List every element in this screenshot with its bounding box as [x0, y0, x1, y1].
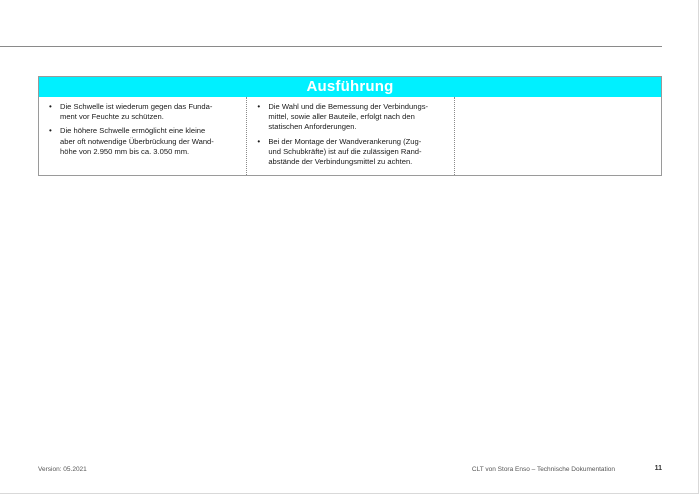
- footer-document-title: CLT von Stora Enso – Technische Dokumentation: [471, 466, 615, 473]
- list-item: • Die Schwelle ist wiederum gegen das Funda- ment vor Feuchte zu schützen.: [49, 102, 213, 122]
- header-rule: [0, 46, 662, 47]
- bullet-icon: •: [49, 102, 52, 111]
- footer-version: Version: 05.2021: [38, 466, 87, 473]
- bullet-icon: •: [49, 126, 52, 136]
- list-item: • Bei der Montage der Wandverankerung (Zug- und Schubkräfte) ist auf die zulässigen Rand- abstände der Verbindungsmittel zu achten.: [257, 136, 422, 167]
- bullet-icon: •: [257, 102, 261, 111]
- bullet-icon: •: [257, 136, 261, 146]
- table-column-3: [454, 97, 661, 175]
- execution-table: [38, 76, 662, 176]
- execution-table-body: [39, 97, 661, 175]
- section-title: Ausführung: [39, 77, 661, 97]
- bullet-list: [256, 102, 445, 167]
- page-number: 11: [654, 465, 662, 472]
- bullet-list: [48, 102, 238, 157]
- table-column-2: [246, 97, 453, 175]
- table-column-1: [39, 97, 246, 175]
- list-item: • Die Wahl und die Bemessung der Verbindungs- mittel, sowie aller Bauteile, erfolgt nach den statischen Anforderungen.: [257, 102, 429, 132]
- list-item: • Die höhere Schwelle ermöglicht eine kleine aber oft notwendige Überbrückung der Wand- höhe von 2.950 mm bis ca. 3.050 mm.: [49, 126, 214, 156]
